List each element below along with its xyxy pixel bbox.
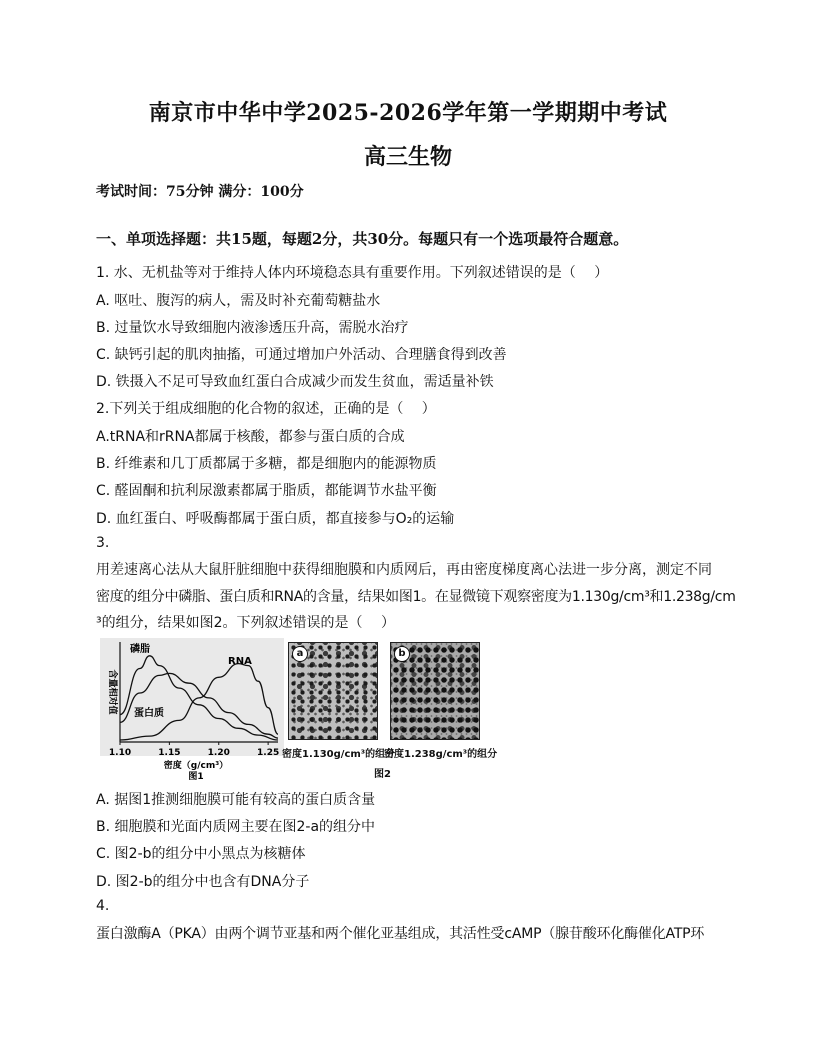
y-axis-label: 含量相对值: [107, 669, 117, 715]
q3-number: 3.: [96, 535, 110, 551]
q1-option-d: D. 铁摄入不足可导致血红蛋白合成减少而发生贫血，需适量补铁: [96, 374, 494, 390]
q4-number: 4.: [96, 898, 110, 914]
q2-option-a: A.tRNA和rRNA都属于核酸，都参与蛋白质的合成: [96, 429, 405, 445]
q1-option-c: C. 缺钙引起的肌肉抽搐，可通过增加户外活动、合理膳食得到改善: [96, 347, 507, 363]
x-tick-label-3: 1.25: [257, 748, 280, 758]
q3-option-d: D. 图2-b的组分中也含有DNA分子: [96, 874, 310, 890]
chart-background: [100, 638, 284, 756]
series-label-phospholipid: 磷脂: [130, 644, 150, 655]
x-tick-label-0: 1.10: [108, 748, 132, 758]
x-axis-label: 密度（g/cm³）: [163, 761, 229, 771]
exam-info: 考试时间：75分钟 满分：100分: [96, 184, 304, 200]
section-heading: 一、单项选择题：共15题，每题2分，共30分。每题只有一个选项最符合题意。: [96, 230, 629, 248]
series-label-protein: 蛋白质: [134, 708, 164, 719]
micrograph-b-caption: 密度1.238g/cm³的组分: [384, 749, 498, 760]
q4-stem-line1: 蛋白激酶A（PKA）由两个调节亚基和两个催化亚基组成，其活性受cAMP（腺苷酸环化酶催化ATP环: [96, 926, 705, 942]
x-tick-label-1: 1.15: [158, 748, 181, 758]
x-tick-label-2: 1.20: [207, 748, 230, 758]
micrograph-a-caption: 密度1.130g/cm³的组分: [282, 749, 396, 760]
q3-option-a: A. 据图1推测细胞膜可能有较高的蛋白质含量: [96, 792, 376, 808]
figure-2-label: 图2: [374, 769, 391, 780]
micrograph-a: [288, 642, 378, 740]
q2-stem: 2.下列关于组成细胞的化合物的叙述，正确的是（ ）: [96, 401, 436, 417]
q3-stem-line2: 密度的组分中磷脂、蛋白质和RNA的含量，结果如图1。在显微镜下观察密度为1.130g/cm³和1.238g/cm: [96, 589, 736, 605]
figure-1-label: 图1: [188, 772, 204, 780]
exam-title: 南京市中华中学2025-2026学年第一学期期中考试: [148, 100, 668, 126]
micrograph-a-tag: a: [292, 646, 308, 662]
q2-option-b: B. 纤维素和几丁质都属于多糖，都是细胞内的能源物质: [96, 456, 437, 472]
q2-option-d: D. 血红蛋白、呼吸酶都属于蛋白质，都直接参与O₂的运输: [96, 511, 455, 527]
series-label-rna: RNA: [228, 656, 252, 667]
micrograph-b-tag: b: [394, 646, 410, 662]
q1-option-a: A. 呕吐、腹泻的病人，需及时补充葡萄糖盐水: [96, 293, 381, 309]
q1-option-b: B. 过量饮水导致细胞内液渗透压升高，需脱水治疗: [96, 320, 409, 336]
q3-option-c: C. 图2-b的组分中小黑点为核糖体: [96, 846, 306, 862]
q3-stem-line3: ³的组分，结果如图2。下列叙述错误的是（ ）: [96, 615, 395, 631]
micrograph-b: [390, 642, 480, 740]
q3-option-b: B. 细胞膜和光面内质网主要在图2-a的组分中: [96, 819, 376, 835]
q1-stem: 1. 水、无机盐等对于维持人体内环境稳态具有重要作用。下列叙述错误的是（ ）: [96, 265, 609, 281]
exam-subtitle: 高三生物: [363, 144, 452, 170]
q3-stem-line1: 用差速离心法从大鼠肝脏细胞中获得细胞膜和内质网后，再由密度梯度离心法进一步分离，测定不同: [96, 562, 712, 578]
q2-option-c: C. 醛固酮和抗利尿激素都属于脂质，都能调节水盐平衡: [96, 483, 437, 499]
